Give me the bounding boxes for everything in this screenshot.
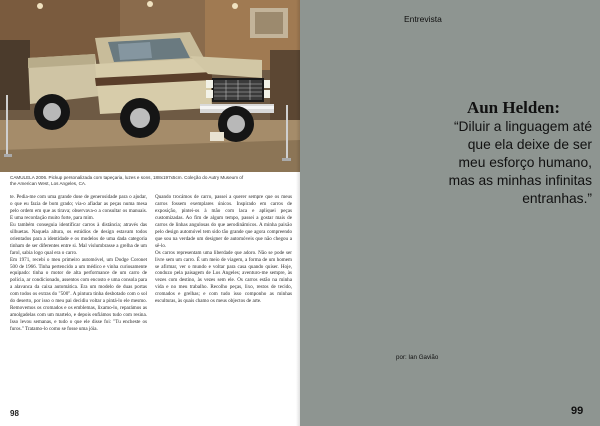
article-paragraph: Em 1971, recebi o meu primeiro automóvel, um Dodge Coronet 500 de 1966. Tinha pertencido a um médico e vinha curiosamente equipado: tinha o motor de alta performance de um carro de polícia, ar condicionado, assentos com encosto e uma consola para a alavanca da caixa automática. Era um modelo de duas portas com todos os extras do "500". A pintura tinha desbotado com o sol do deserto, por isso o meu pai decidiu voltar a pintá-lo ele mesmo. Removemos os cromados e os emblemas, lixamo-lo, reparámos as amolgadelas com um martelo, e depois enfiámos tudo com resina. Isso levou semanas, e tudo o que ele disse foi: "Tu encheste os furos." Tratamo-lo como se fosse uma jóia.: [10, 256, 147, 333]
article-paragraph: te. Pedia-me com uma grande dose de generosidade para o ajudar, o que eu fazia de bom grado; via-o afiadar as peças numa mesa pelo ordem em que as tirava; observava-o a consultar os manuais. E uma recordação muito forte, para mim.: [10, 194, 147, 221]
quote-line: meu esforço humano,: [458, 155, 592, 170]
author-byline: por: Ian Gavião: [396, 354, 439, 361]
quote-line: entranhas.”: [522, 191, 592, 206]
pull-quote: [310, 98, 592, 208]
page-number-right: 99: [571, 405, 584, 417]
quote-line: mas as minhas infinitas: [448, 173, 592, 188]
right-page: [300, 0, 600, 426]
article-columns: [10, 194, 292, 406]
quote-line: que ela deixe de ser: [467, 137, 592, 152]
article-paragraph: Os carros representam uma liberdade que adoro. Não se pode ser livre sem um carro. É um meio de viagem, a forma de um homem se afirmar, ver o mundo e voltar para casa quando quiser. Hoje, conduzo pela paisagem de Los Angeles; aventuro-me sempre, às vezes com destino, às vezes sem ele. Os carros estão na minha vida e no meu trabalho. Recolho peças, lixo, restos de tecido, cromados e grelhas; e com tudo isso componho as minhas esculturas, às quais chamo os meus objectos de arte.: [155, 249, 292, 305]
section-label: Entrevista: [404, 14, 442, 24]
quote-author: Aun Helden:: [466, 98, 560, 117]
article-column-1: [10, 194, 147, 406]
truck-photo: [0, 0, 300, 172]
photo-caption: CAMULELA 2006. Pickup personalizada com tapeçaria, luzes e sons, 188x197x5cm. Coleção do Autry Museum of the American West, Los Angeles, CA.: [10, 175, 244, 186]
article-paragraph: Eu também conseguia identificar carros à distância; através das silhuetas. Naquela altura, os estúdios de design estavam todos orientados para a identidade e os modelos de uma dada categoria tinham de ser diferentes entre si. Mal vislumbrasse a grelha de um farol, sabia logo qual era o carro.: [10, 221, 147, 256]
article-column-2: [155, 194, 292, 406]
page-number-left: 98: [10, 409, 19, 418]
quote-line: “Diluir a linguagem até: [453, 119, 592, 134]
article-paragraph: Quando trocámos de carro, passei a querer sempre que os meus carros fossem exemplares únicos. Inspirado em carros de exposição, pintei-os à mão com laca e apliquei peças customizadas. Ao fim de algum tempo, passei a gostar mais de carros de linhas angulosas do que aerodinâmicos. A minha paixão pelo design automóvel tem sido tão grande que agora compreendo que sou na verdade um designer de automóveis que não chegou a sê-lo.: [155, 194, 292, 249]
